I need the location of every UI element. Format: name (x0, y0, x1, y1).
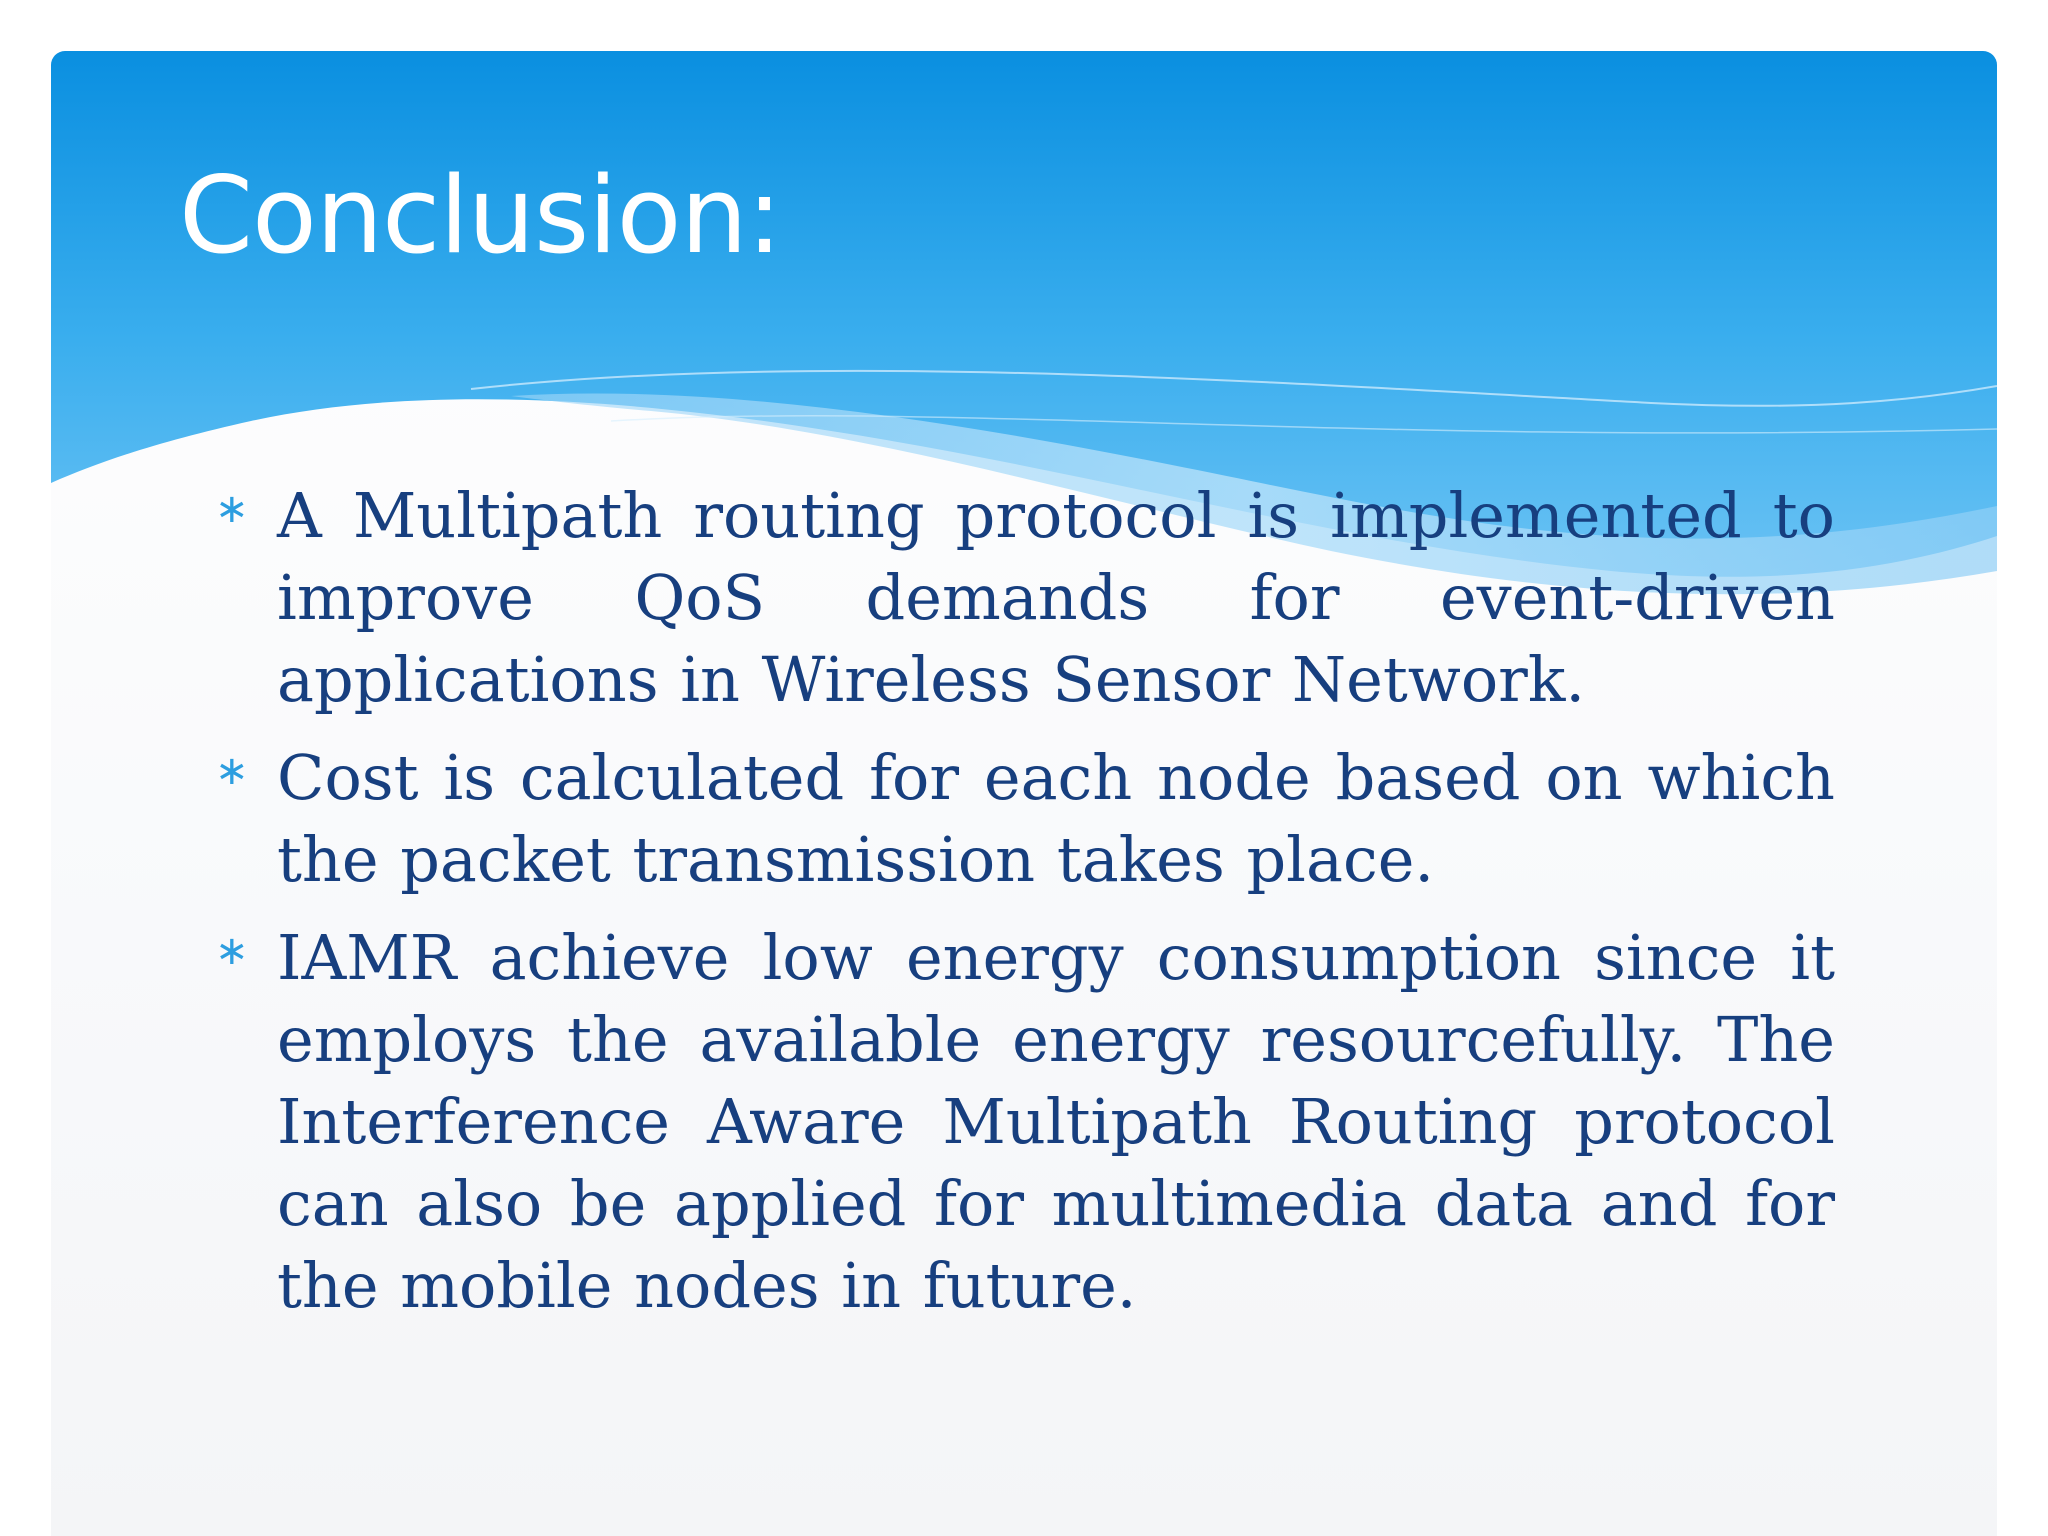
bullet-text: A Multipath routing protocol is implemented to improve QoS demands for event-driven applications in Wireless Sensor Network. (277, 479, 1835, 716)
bullet-text: Cost is calculated for each node based on which the packet transmission takes place. (277, 741, 1835, 896)
slide (51, 51, 1997, 1536)
asterisk-bullet-icon: ∗ (215, 928, 249, 974)
asterisk-bullet-icon: ∗ (215, 748, 249, 794)
bullet-item (215, 737, 1835, 901)
bullet-item (215, 475, 1835, 721)
bullet-item (215, 917, 1835, 1327)
slide-title: Conclusion: (179, 154, 782, 277)
asterisk-bullet-icon: ∗ (215, 486, 249, 532)
bullet-text: IAMR achieve low energy consumption since it employs the available energy resourcefully. The Interference Aware Multipath Routing protocol can also be applied for multimedia data and for the mobile nodes in future. (277, 921, 1835, 1322)
bullet-list (215, 475, 1835, 1343)
